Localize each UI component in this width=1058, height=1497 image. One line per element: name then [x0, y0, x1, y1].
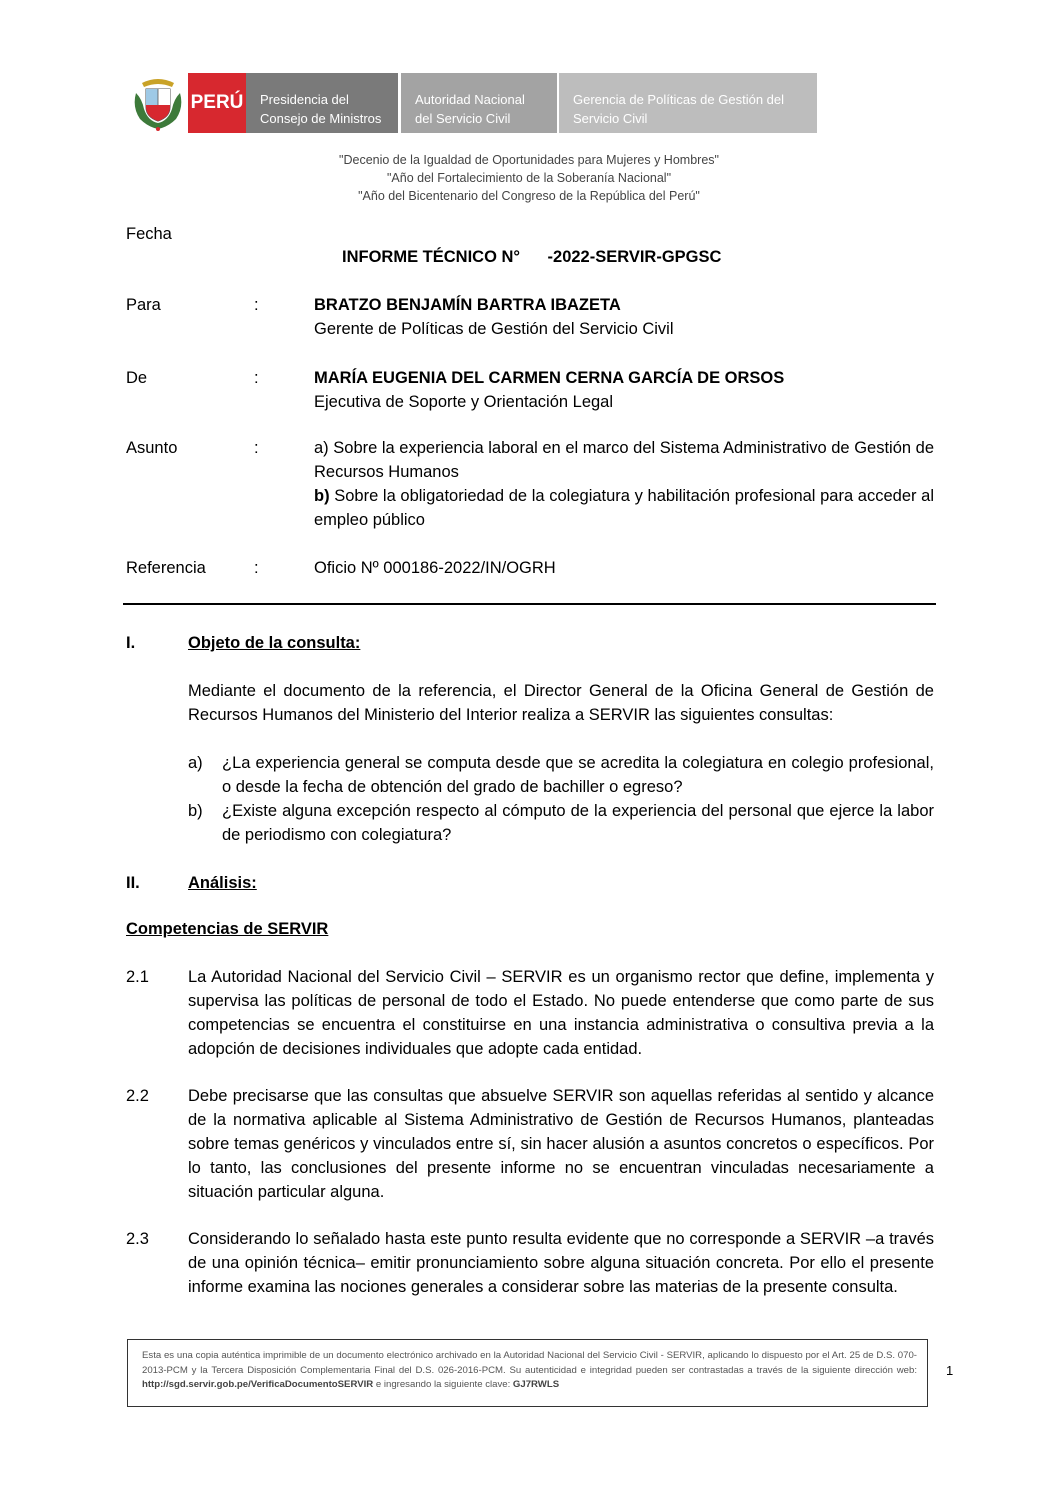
verification-key: GJ7RWLS	[512, 1379, 560, 1390]
consulta-a-letter: a)	[188, 754, 203, 772]
section-1-intro: Mediante el documento de la referencia, el Director General de la Oficina General de Gestión de Recursos Humanos del Ministerio del Interior realiza a SERVIR las siguientes consultas:	[188, 682, 934, 724]
consulta-a-text: ¿La experiencia general se computa desde que se acredita la colegiatura en colegio profesional, o desde la fecha de obtención del grado de bachiller o egreso?	[222, 754, 934, 796]
verification-url[interactable]: http://sgd.servir.gob.pe/VerificaDocumentoSERVIR	[142, 1379, 374, 1390]
document-title: INFORME TÉCNICO N° -2022-SERVIR-GPGSC	[342, 248, 722, 266]
section-1-title: Objeto de la consulta:	[188, 634, 361, 652]
para-2-1-number: 2.1	[126, 968, 149, 986]
de-colon: :	[254, 369, 259, 387]
de-name: MARÍA EUGENIA DEL CARMEN CERNA GARCÍA DE ORSOS	[314, 369, 785, 387]
servir-label: Autoridad Nacional del Servicio Civil	[401, 73, 557, 133]
para-role: Gerente de Políticas de Gestión del Servicio Civil	[314, 320, 674, 338]
competencias-subtitle: Competencias de SERVIR	[126, 920, 329, 938]
peru-logo: PERÚ	[188, 73, 246, 133]
decenio-line-2: "Año del Fortalecimiento de la Soberanía Nacional"	[386, 171, 672, 185]
para-2-2-number: 2.2	[126, 1087, 149, 1105]
para-2-2-text: Debe precisarse que las consultas que absuelve SERVIR son aquellas referidas al sentido y alcance de la normativa aplicable al Sistema Administrativo de Gestión de Recursos Humanos, planteadas sobre temas genéricos y vinculados entre sí, sin hacer alusión a asuntos concretos o específicos. Por lo tanto, las conclusiones del presente informe no se encuentran vinculadas necesariamente a situación particular alguna.	[188, 1087, 934, 1201]
page-number: 1	[946, 1363, 954, 1378]
de-label: De	[126, 369, 148, 387]
authenticity-notice: Esta es una copia auténtica imprimible de un documento electrónico archivado en la Autoridad Nacional del Servicio Civil - SERVIR, aplicando lo dispuesto por el Art. 25 de D.S. 070-2013-PCM y la Tercera Disposición Complementaria Final del D.S. 026-2016-PCM. Su autenticidad e integridad pueden ser contrastadas a través de la siguiente dirección web: http://sgd.servir.gob.pe/VerificaDocumentoSERVIR e ingresando la siguiente clave: GJ7RWLS	[127, 1339, 928, 1407]
para-2-3-text: Considerando lo señalado hasta este punto resulta evidente que no corresponde a SERVIR –a través de una opinión técnica– emitir pronunciamiento sobre alguna situación concreta. Por ello el presente informe examina las nociones generales a considerar sobre las materias de la presente consulta.	[188, 1230, 934, 1296]
pcm-label: Presidencia del Consejo de Ministros	[246, 73, 398, 133]
asunto-colon: :	[254, 439, 259, 457]
de-role: Ejecutiva de Soporte y Orientación Legal	[314, 393, 614, 411]
referencia-value: Oficio Nº 000186-2022/IN/OGRH	[314, 559, 556, 577]
consulta-b-text: ¿Existe alguna excepción respecto al cómputo de la experiencia del personal que ejerce la labor de periodismo con colegiatura?	[222, 802, 934, 844]
asunto-label: Asunto	[126, 439, 178, 457]
para-colon: :	[254, 296, 259, 314]
para-label: Para	[126, 296, 161, 314]
decenio-line-1: "Decenio de la Igualdad de Oportunidades para Mujeres y Hombres"	[339, 153, 719, 167]
para-name: BRATZO BENJAMÍN BARTRA IBAZETA	[314, 296, 621, 314]
referencia-colon: :	[254, 559, 259, 577]
consulta-b-letter: b)	[188, 802, 203, 820]
referencia-label: Referencia	[126, 559, 206, 577]
para-2-3-number: 2.3	[126, 1230, 149, 1248]
section-1-number: I.	[126, 634, 136, 652]
section-2-number: II.	[126, 874, 140, 892]
peru-coat-of-arms-icon	[128, 73, 188, 133]
asunto-item-b: b) Sobre la obligatoriedad de la colegiatura y habilitación profesional para acceder al empleo público	[314, 487, 934, 529]
para-2-1-text: La Autoridad Nacional del Servicio Civil – SERVIR es un organismo rector que define, implementa y supervisa las políticas de personal de todo el Estado. No puede entenderse que como parte de sus competencias se encuentra el constituirse en una instancia administrativa o consultiva previa a la adopción de decisiones individuales que adopte cada entidad.	[188, 968, 934, 1058]
header-divider	[123, 603, 936, 605]
institution-header	[128, 73, 817, 133]
section-2-title: Análisis:	[188, 874, 257, 892]
fecha-label: Fecha	[126, 225, 172, 243]
gpgsc-label: Gerencia de Políticas de Gestión del Servicio Civil	[559, 73, 817, 133]
asunto-item-a: a) Sobre la experiencia laboral en el marco del Sistema Administrativo de Gestión de Recursos Humanos	[314, 439, 934, 481]
decenio-line-3: "Año del Bicentenario del Congreso de la República del Perú"	[358, 189, 700, 203]
